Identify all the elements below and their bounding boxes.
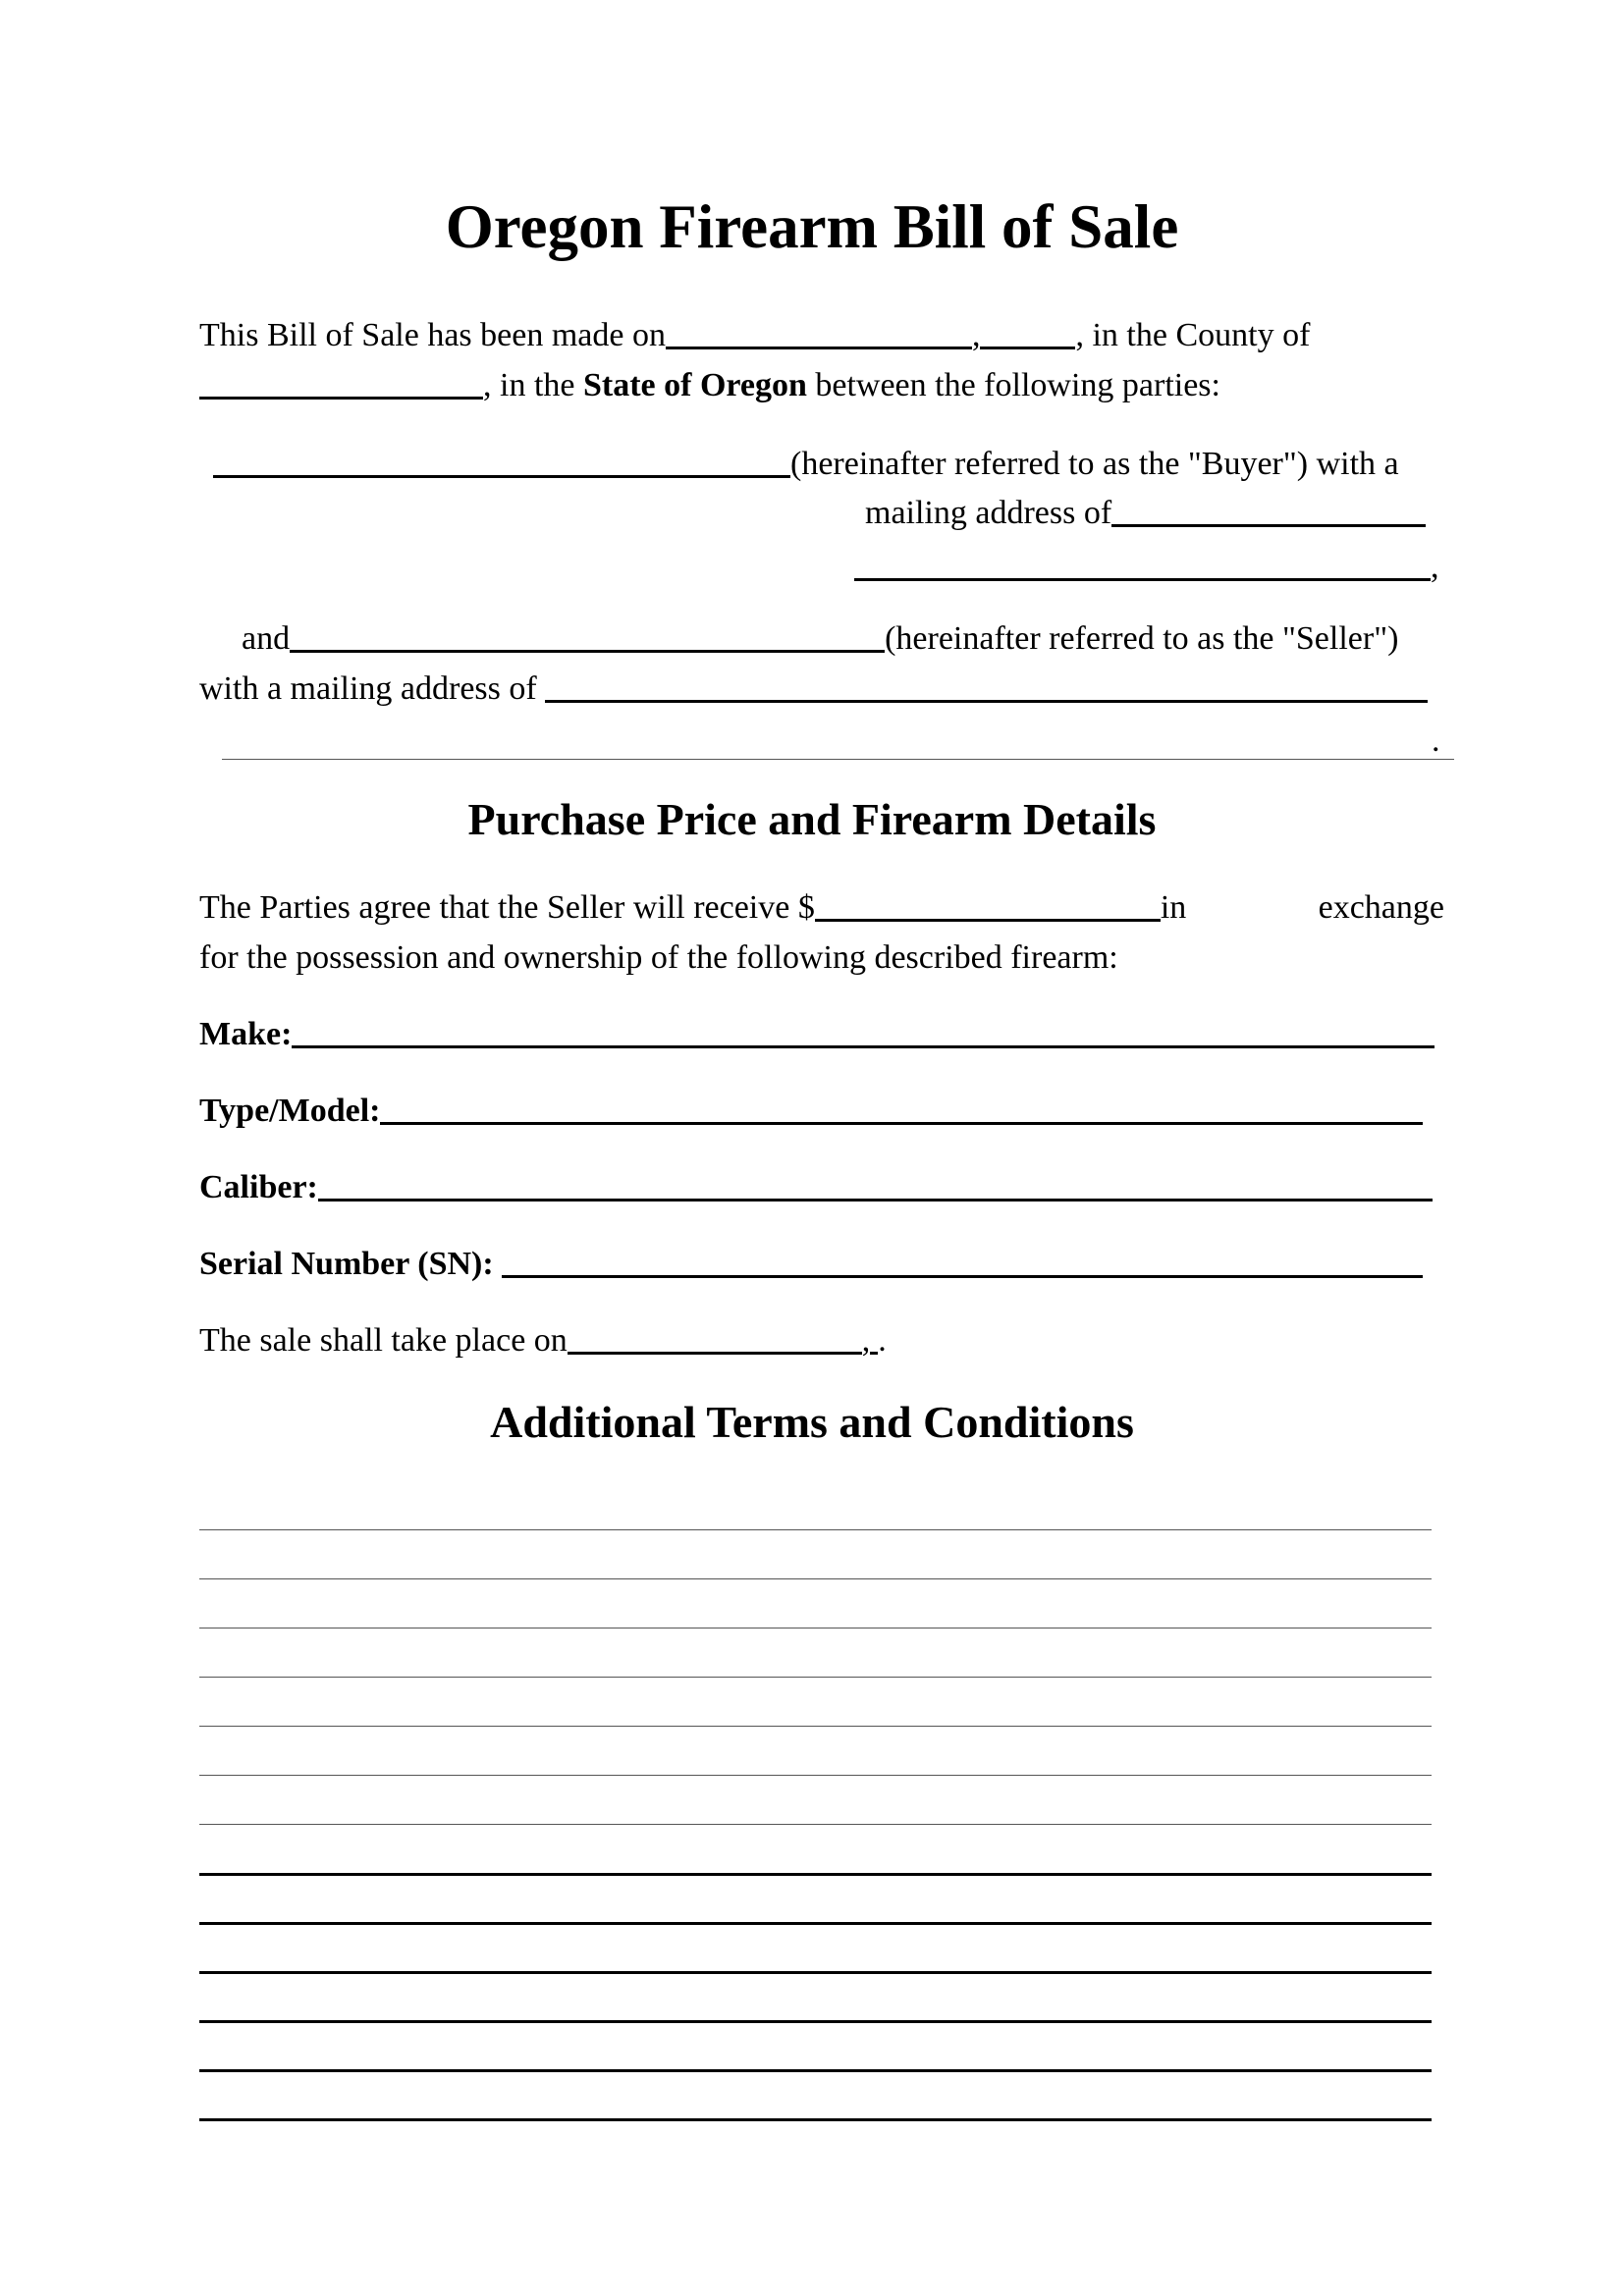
intro-comma: , bbox=[971, 317, 981, 353]
caliber-label: Caliber: bbox=[199, 1169, 318, 1205]
intro-parties: between the following parties: bbox=[815, 367, 1220, 403]
county-text: , in the County of bbox=[1075, 317, 1311, 353]
terms-heading: Additional Terms and Conditions bbox=[490, 1397, 1134, 1447]
terms-line[interactable] bbox=[199, 1971, 1432, 1974]
terms-line[interactable] bbox=[199, 1775, 1432, 1776]
document-title: Oregon Firearm Bill of Sale bbox=[445, 192, 1179, 261]
model-label: Type/Model: bbox=[199, 1093, 381, 1129]
purchase-line-2: for the possession and ownership of the following described firearm: bbox=[199, 939, 1118, 976]
buyer-name-field[interactable] bbox=[213, 446, 790, 478]
buyer-mailing-label: mailing address of bbox=[865, 495, 1112, 531]
year-field[interactable] bbox=[980, 317, 1075, 349]
seller-address-field-1[interactable] bbox=[545, 670, 1428, 703]
terms-line[interactable] bbox=[199, 1578, 1432, 1579]
sale-date-comma: , bbox=[861, 1322, 871, 1359]
intro-line-2 bbox=[199, 366, 1220, 405]
seller-mailing-label: with a mailing address of bbox=[199, 670, 537, 707]
model-line bbox=[199, 1092, 1423, 1131]
make-field[interactable] bbox=[292, 1016, 1435, 1048]
seller-referred-text: (hereinafter referred to as the "Seller") bbox=[885, 620, 1399, 657]
seller-address-field-2[interactable] bbox=[222, 759, 1454, 760]
terms-line[interactable] bbox=[199, 2118, 1432, 2121]
sale-date-line bbox=[199, 1321, 887, 1361]
sale-date-text: The sale shall take place on bbox=[199, 1322, 568, 1359]
terms-line[interactable] bbox=[199, 1628, 1432, 1629]
seller-address-period: . bbox=[1432, 722, 1440, 759]
model-field[interactable] bbox=[380, 1093, 1423, 1125]
seller-mailing-line bbox=[199, 669, 1428, 709]
terms-line[interactable] bbox=[199, 1922, 1432, 1925]
serial-line bbox=[199, 1245, 1423, 1284]
make-line bbox=[199, 1015, 1435, 1054]
terms-line[interactable] bbox=[199, 1824, 1432, 1825]
purchase-in: in bbox=[1160, 889, 1187, 926]
make-label: Make: bbox=[199, 1016, 293, 1052]
seller-name-field[interactable] bbox=[290, 620, 885, 653]
state-name: State of Oregon bbox=[582, 367, 807, 403]
terms-line[interactable] bbox=[199, 2020, 1432, 2023]
intro-text: This Bill of Sale has been made on bbox=[199, 317, 666, 353]
purchase-exchange: exchange bbox=[1318, 889, 1444, 926]
terms-line[interactable] bbox=[199, 1529, 1432, 1530]
terms-line[interactable] bbox=[199, 1726, 1432, 1727]
seller-line bbox=[242, 619, 1398, 659]
purchase-heading: Purchase Price and Firearm Details bbox=[467, 794, 1157, 844]
buyer-referred-text: (hereinafter referred to as the "Buyer") with a bbox=[790, 446, 1399, 482]
buyer-address-line-2 bbox=[854, 548, 1439, 587]
county-field[interactable] bbox=[199, 367, 483, 400]
purchase-text: The Parties agree that the Seller will receive $ bbox=[199, 889, 815, 926]
terms-line[interactable] bbox=[199, 2069, 1432, 2072]
seller-and: and bbox=[242, 620, 291, 657]
sale-date-period: . bbox=[878, 1322, 887, 1359]
buyer-address-field-2[interactable] bbox=[854, 549, 1431, 581]
date-field[interactable] bbox=[666, 317, 972, 349]
serial-label: Serial Number (SN): bbox=[199, 1246, 494, 1282]
buyer-address-comma: , bbox=[1431, 549, 1439, 585]
caliber-field[interactable] bbox=[318, 1169, 1433, 1201]
buyer-mailing-line bbox=[865, 494, 1426, 533]
purchase-line-1 bbox=[199, 888, 1444, 928]
intro-line-1 bbox=[199, 316, 1310, 355]
intro-in-the: , in the bbox=[483, 367, 575, 403]
buyer-line bbox=[213, 445, 1399, 484]
caliber-line bbox=[199, 1168, 1433, 1207]
terms-line[interactable] bbox=[199, 1677, 1432, 1678]
serial-field[interactable] bbox=[502, 1246, 1423, 1278]
buyer-address-field-1[interactable] bbox=[1111, 495, 1426, 527]
price-field[interactable] bbox=[815, 889, 1161, 922]
sale-date-field[interactable] bbox=[568, 1322, 862, 1355]
terms-line[interactable] bbox=[199, 1873, 1432, 1876]
